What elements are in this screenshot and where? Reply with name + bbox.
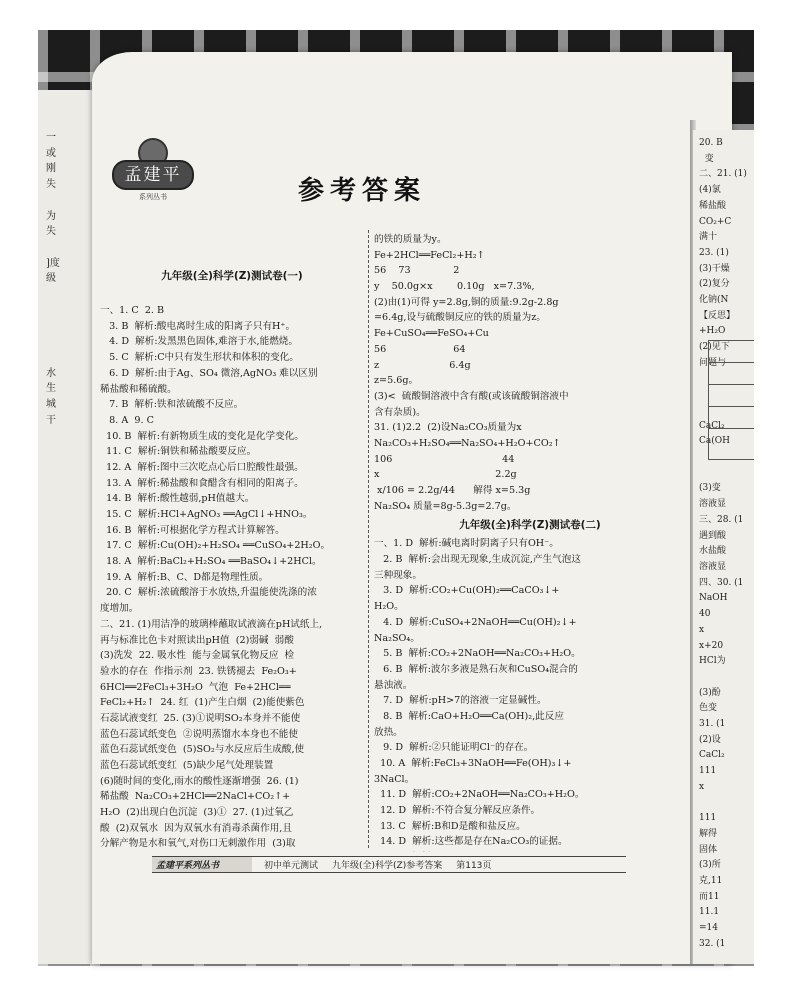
- answer-line: 三种现象。: [374, 569, 422, 581]
- answer-line: 106 44: [374, 453, 515, 465]
- brand-logo: [112, 138, 194, 204]
- answer-line: 13. A 解析:稀盐酸和食醋含有相同的阳离子。: [100, 477, 304, 489]
- answer-line: x/106 = 2.2g/44 解得 x=5.3g: [374, 485, 531, 496]
- answer-line: 10. A 解析:FeCl₃+3NaOH══Fe(OH)₃↓+: [374, 758, 572, 769]
- answer-line: 3. B 解析:酸电离时生成的阳离子只有H⁺。: [100, 320, 296, 332]
- answer-line: 5. B 解析:CO₂+2NaOH══Na₂CO₃+H₂O。: [374, 648, 581, 660]
- answer-line: z 6.4g: [374, 359, 471, 371]
- answer-line: 56 73 2: [374, 265, 460, 277]
- answer-line: 3NaCl。: [374, 773, 415, 785]
- answer-line: (6)随时间的变化,雨水的酸性逐渐增强 26. (1): [100, 775, 299, 787]
- answer-line: (3)洗发 22. 吸水性 能与金属氧化物反应 检: [100, 650, 295, 662]
- answer-line: Na₂CO₃+H₂SO₄══Na₂SO₄+H₂O+CO₂↑: [374, 437, 561, 449]
- answer-line: 蓝色石蕊试纸变红 (5)缺少尾气处理装置: [100, 760, 274, 772]
- logo-subtitle: 系列丛书: [139, 193, 167, 201]
- footer-subject: 九年级(全)科学(Z)参考答案: [332, 861, 443, 871]
- footer-page-number: 第113页: [456, 861, 492, 871]
- footer-series: 孟建平系列丛书: [156, 861, 220, 871]
- answer-line: 稀盐酸 Na₂CO₃+2HCl══2NaCl+CO₂↑+: [100, 791, 291, 803]
- answer-line: 3. D 解析:CO₂+Cu(OH)₂══CaCO₃↓+: [374, 585, 560, 597]
- answer-line: Fe+CuSO₄══FeSO₄+Cu: [374, 328, 489, 340]
- left-edge-text: 一 或 刚 失 为 失 ]度 级 水 生 城 干: [46, 132, 60, 426]
- right-page-edge: [692, 130, 754, 964]
- answer-line: (2)由(1)可得 y=2.8g,铜的质量:9.2g-2.8g: [374, 296, 559, 308]
- answer-column-left: [100, 234, 364, 850]
- answer-line: 8. B 解析:CaO+H₂O══Ca(OH)₂,此反应: [374, 710, 564, 722]
- answer-line: H₂O。: [374, 601, 404, 613]
- section-heading: 九年级(全)科学(Z)测试卷(一): [161, 270, 303, 283]
- answer-line: 一、1. D 解析:碱电离时阴离子只有OH⁻。: [374, 538, 559, 550]
- answer-line: =6.4g,设与硫酸铜反应的铁的质量为z。: [374, 312, 546, 324]
- answer-line: 11. D 解析:CO₂+2NaOH══Na₂CO₃+H₂O。: [374, 789, 585, 801]
- answer-line: 17. C 解析:Cu(OH)₂+H₂SO₄ ══CuSO₄+2H₂O。: [100, 540, 331, 552]
- answer-line: 10. B 解析:有新物质生成的变化是化学变化。: [100, 430, 304, 442]
- answer-line: 的铁的质量为y。: [374, 234, 447, 245]
- answer-line: FeCl₂+H₂↑ 24. 红 (1)产生白烟 (2)能使紫色: [100, 697, 305, 709]
- answer-line: 验水的存在 作指示剂 23. 铁锈褪去 Fe₂O₃+: [100, 665, 297, 677]
- answer-line: 6. D 解析:由于Ag、SO₄ 微溶,AgNO₃ 难以区别: [100, 367, 318, 379]
- answer-line: 9. D 解析:②只能证明Cl⁻的存在。: [374, 742, 534, 754]
- answer-column-right: [374, 232, 686, 852]
- answer-line: 5. C 解析:C中只有发生形状和体积的变化。: [100, 352, 299, 364]
- answer-line: 56 64: [374, 343, 466, 355]
- right-page-table: [708, 340, 754, 460]
- page-footer: [152, 856, 626, 873]
- answer-line: Na₂SO₄ 质量=8g-5.3g=2.7g。: [374, 500, 517, 512]
- logo-text: 孟建平: [112, 160, 194, 190]
- answer-line: H₂O (2)出现白色沉淀 (3)① 27. (1)过氧乙: [100, 807, 294, 819]
- answer-line: 悬浊液。: [374, 679, 413, 691]
- answer-line: 二、21. (1)用洁净的玻璃棒蘸取试液滴在pH试纸上,: [100, 618, 323, 630]
- answer-line: 12. D 解析:不符合复分解反应条件。: [374, 805, 541, 817]
- answer-line: 蓝色石蕊试纸变色 (5)SO₂与水反应后生成酸,使: [100, 744, 305, 756]
- answer-line: 16. B 解析:可根据化学方程式计算解答。: [100, 524, 285, 536]
- answer-line: 6HCl══2FeCl₃+3H₂O 气泡 Fe+2HCl══: [100, 681, 291, 693]
- answer-line: 15. C 解析:HCl+AgNO₃ ══AgCl↓+HNO₃。: [100, 509, 313, 521]
- answer-line: 再与标准比色卡对照读出pH值 (2)弱碱 弱酸: [100, 634, 294, 646]
- footer-book: 初中单元测试: [264, 861, 319, 871]
- answer-line: 分解产物是水和氧气,对伤口无刺激作用 (3)取: [100, 838, 296, 850]
- answer-line: 19. A 解析:B、C、D都是物理性质。: [100, 571, 269, 583]
- page-title: 参考答案: [298, 176, 427, 206]
- answer-line: 石蕊试液变红 25. (3)①说明SO₂本身并不能使: [100, 712, 301, 724]
- answer-line: 18. A 解析:BaCl₂+H₂SO₄ ══BaSO₄↓+2HCl。: [100, 556, 322, 568]
- answer-line: (3)< 硫酸铜溶液中含有酸(或该硫酸铜溶液中: [374, 390, 569, 402]
- answer-line: 20. C 解析:浓硫酸溶于水放热,升温能使洗涤的浓: [100, 587, 317, 599]
- answer-line: z=5.6g。: [374, 375, 419, 387]
- answer-line: 酸 (2)双氧水 因为双氧水有消毒杀菌作用,且: [100, 822, 292, 834]
- answer-line: 放热。: [374, 726, 403, 738]
- answer-line: 4. D 解析:发黑黑色固体,难溶于水,能燃烧。: [100, 336, 298, 348]
- answer-line: 一、1. C 2. B: [100, 305, 165, 317]
- right-edge-text: 20. B 变 二、21. (1) (4)氯 稀盐酸 CO₂+C 满十 23. (1) (3)干燥 (2)复分 化钠(N 【反思】 +H₂O (2)见下 问题与 CaCl₂ Ca(OH (3)变 溶液显 三、28. (1 遇到酸 水盐酸 溶液显 四、30. (1 NaOH 40 x x+20 HCl为 (3)酚 色变 31. (1 (2)设 CaCl₂ 111 x 111 解得 固体 (3)所 克,11 而11 11.1 =14 32. (1: [699, 138, 747, 949]
- answer-line: 稀盐酸和稀硫酸。: [100, 383, 177, 395]
- answer-line: 11. C 解析:铜铁和稀盐酸要反应。: [100, 446, 257, 458]
- answer-line: 14. B 解析:酸性越弱,pH值越大。: [100, 493, 255, 505]
- answer-line: 8. A 9. C: [100, 414, 154, 426]
- answer-line: 14. D 解析:这些都是存在Na₂CO₃的证据。: [374, 836, 568, 848]
- column-divider: [368, 230, 369, 848]
- answer-line: 6. B 解析:波尔多液是熟石灰和CuSO₄混合的: [374, 663, 578, 675]
- answer-line: y 50.0g×x 0.10g x=7.3%,: [374, 281, 535, 293]
- answer-line: [374, 850, 686, 852]
- answer-line: Fe+2HCl══FeCl₂+H₂↑: [374, 249, 485, 261]
- section-heading: 九年级(全)科学(Z)测试卷(二): [459, 519, 601, 532]
- answer-line: 4. D 解析:CuSO₄+2NaOH══Cu(OH)₂↓+: [374, 616, 577, 628]
- answer-line: x 2.2g: [374, 469, 517, 481]
- answer-line: 31. (1)2.2 (2)设Na₂CO₃质量为x: [374, 422, 522, 434]
- answer-line: 7. D 解析:pH>7的溶液一定显碱性。: [374, 695, 547, 707]
- answer-line: 12. A 解析:图中三次吃点心后口腔酸性最强。: [100, 461, 304, 473]
- answer-line: Na₂SO₄。: [374, 632, 420, 644]
- answer-line: 7. B 解析:铁和浓硫酸不反应。: [100, 399, 244, 411]
- answer-line: 2. B 解析:会出现无现象,生成沉淀,产生气泡这: [374, 554, 581, 566]
- answer-line: 13. C 解析:B和D是酸和盐反应。: [374, 820, 526, 832]
- answer-line: 含有杂质)。: [374, 406, 426, 418]
- answer-line: 蓝色石蕊试纸变色 ②说明蒸馏水本身也不能使: [100, 728, 298, 740]
- answer-line: 度增加。: [100, 603, 139, 615]
